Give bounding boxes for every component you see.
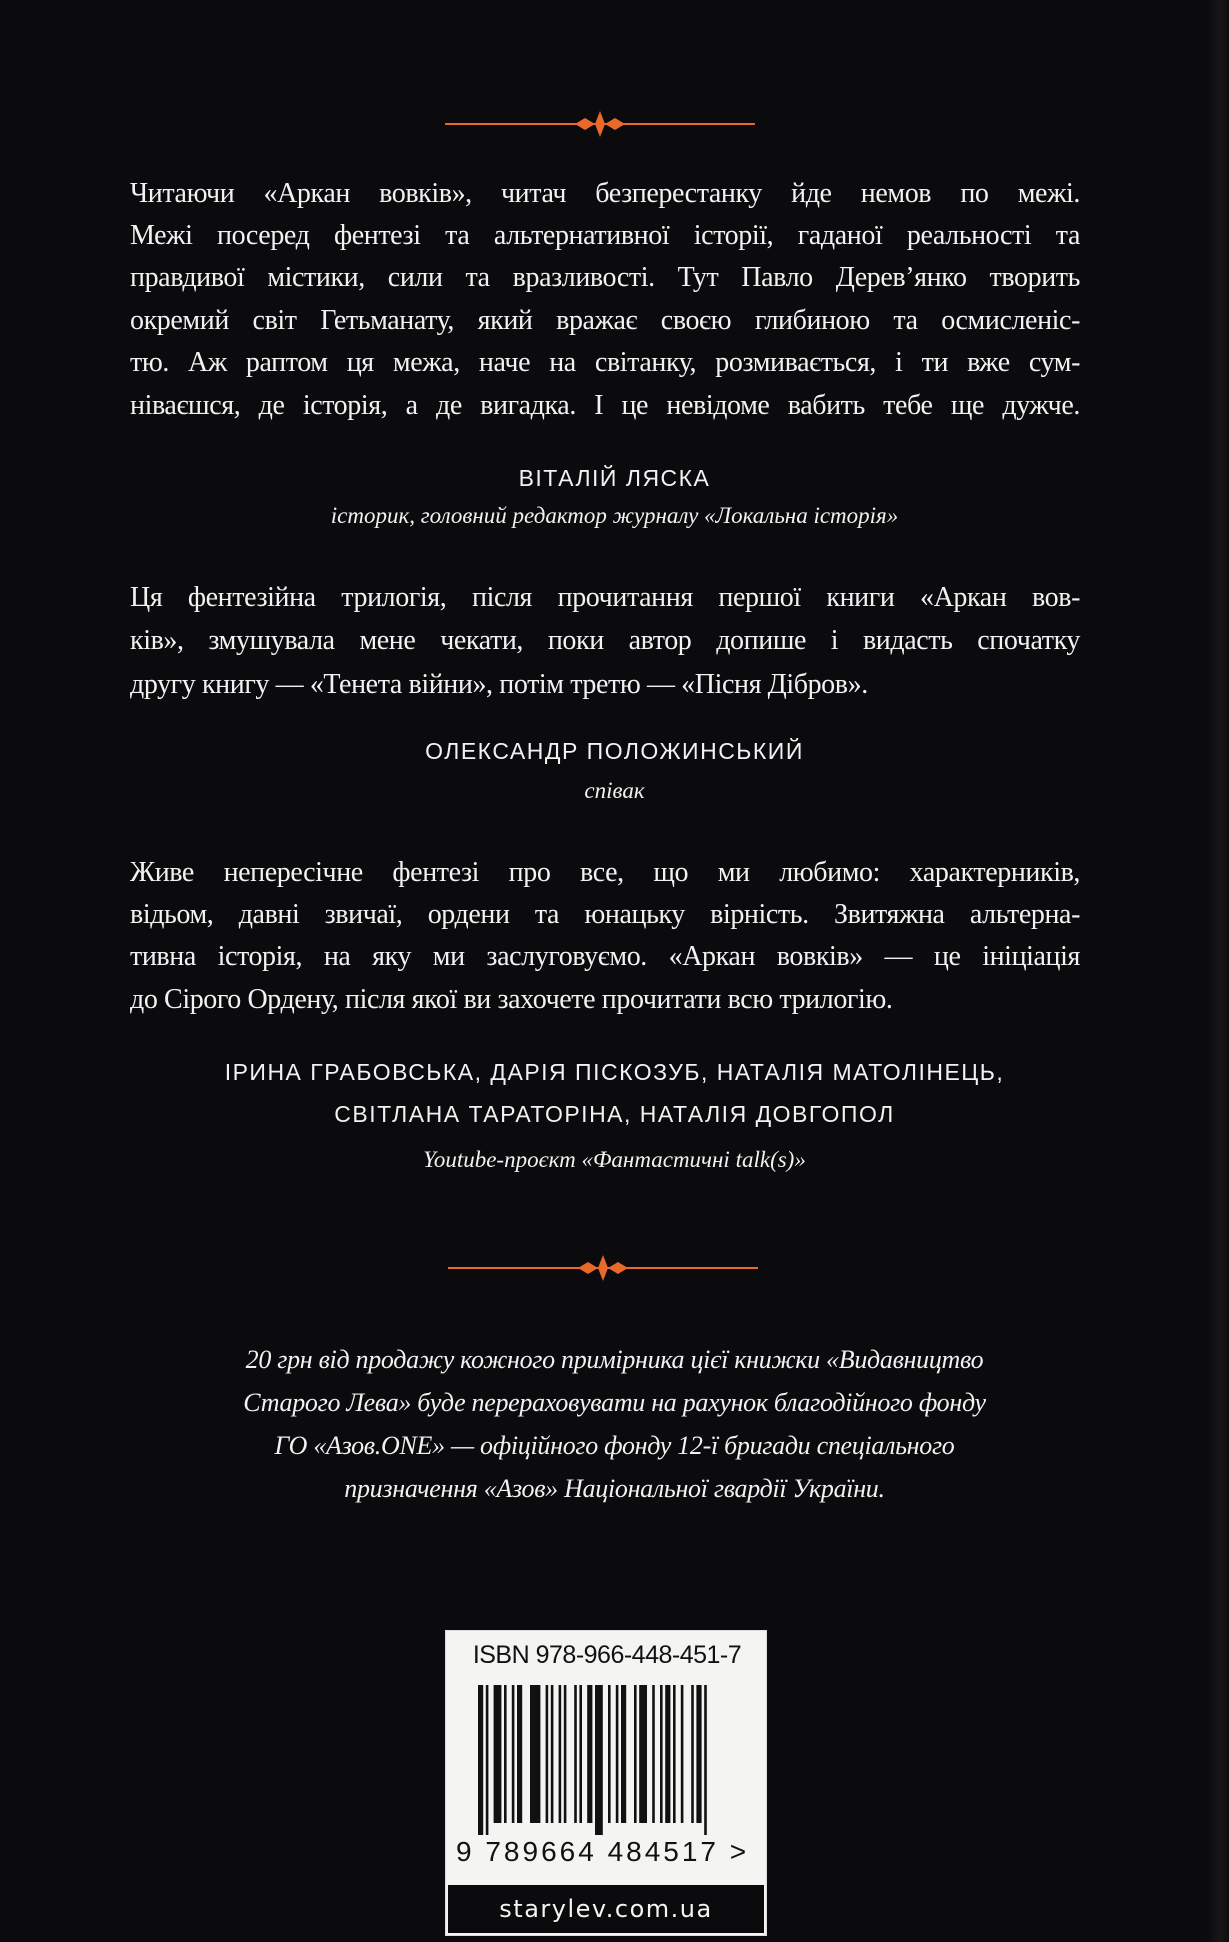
barcode-bar	[696, 1685, 701, 1823]
barcode-bar	[673, 1685, 676, 1823]
barcode-bar	[494, 1685, 502, 1823]
blurb-line: правдивої містики, сили та вразливості. Тут Павло Дерев’янко творить	[130, 262, 1080, 293]
charity-note-line: призначення «Азов» Національної гвардії України.	[344, 1474, 885, 1503]
blurb-line: тю. Аж раптом ця межа, наче на світанку, розмивається, і ти вже сум-	[130, 347, 1080, 378]
isbn-number: ISBN 978-966-448-451-7	[472, 1641, 742, 1669]
blurb-1-author: ВІТАЛІЙ ЛЯСКА	[518, 465, 711, 491]
barcode-bar	[608, 1685, 611, 1823]
barcode-bar	[595, 1685, 603, 1835]
ornament-divider-bottom	[443, 1253, 763, 1283]
charity-note-line: Старого Лева» буде перераховувати на рахунок благодійного фонду	[243, 1388, 986, 1417]
blurb-3-authors-line-1: ІРИНА ГРАБОВСЬКА, ДАРІЯ ПІСКОЗУБ, НАТАЛІЯ МАТОЛІНЕЦЬ,	[224, 1059, 1005, 1085]
blurb-line: Ця фентезійна трилогія, після прочитання першої книги «Аркан вов-	[130, 582, 1080, 613]
blurb-line: окремий світ Гетьманату, який вражає своєю глибиною та осмисленіс-	[130, 305, 1080, 336]
blurb-2-author: ОЛЕКСАНДР ПОЛОЖИНСЬКИЙ	[425, 738, 804, 764]
isbn-barcode-label	[445, 1630, 767, 1936]
barcode-bar	[652, 1685, 655, 1823]
barcode-bar	[634, 1685, 637, 1823]
blurb-line: ніваєшся, де історія, а де вигадка. І це невідоме вабить тебе ще дужче.	[130, 390, 1080, 421]
barcode-bar	[559, 1685, 562, 1823]
barcode-bar	[512, 1685, 515, 1823]
blurb-line: другу книгу — «Тенета війни», потім третю — «Пісня Дібров».	[130, 669, 868, 700]
blurb-line: Читаючи «Аркан вовків», читач безперестанку йде немов по межі.	[130, 178, 1080, 209]
blurb-1-role: історик, головний редактор журналу «Локальна історія»	[330, 503, 899, 528]
blurb-line: відьом, давні звичаї, ордени та юнацьку вірність. Звитяжна альтерна-	[130, 899, 1080, 930]
blurb-line: ків», змушувала мене чекати, поки автор допише і видасть спочатку	[130, 625, 1080, 656]
ornament-divider-top	[440, 109, 760, 139]
blurb-2-role: співак	[584, 778, 645, 803]
barcode-bar	[621, 1685, 626, 1823]
barcode-bar	[691, 1685, 694, 1823]
barcode-bars	[478, 1685, 746, 1835]
barcode-bar	[574, 1685, 577, 1823]
publisher-website: starylev.com.ua	[448, 1885, 764, 1933]
barcode-bar	[579, 1685, 582, 1823]
blurb-line: Живе непересічне фентезі про все, що ми любимо: характерників,	[130, 857, 1080, 888]
barcode-bar	[681, 1685, 684, 1823]
barcode-bar	[564, 1685, 567, 1823]
charity-note-line: ГО «Азов.ONE» — офіційного фонду 12-ї бригади спеціального	[274, 1431, 955, 1460]
barcode-digits: 9 789664 484517 >	[456, 1836, 750, 1867]
barcode-bar	[639, 1685, 647, 1823]
blurb-line: тивна історія, на яку ми заслуговуємо. «Аркан вовків» — це ініціація	[130, 941, 1080, 972]
barcode-bar	[704, 1685, 707, 1835]
blurb-line: Межі посеред фентезі та альтернативної історії, гаданої реальності та	[130, 220, 1080, 251]
barcode-bar	[665, 1685, 670, 1823]
barcode-bar	[478, 1685, 483, 1835]
barcode-bar	[504, 1685, 507, 1823]
barcode-bar	[546, 1685, 549, 1823]
charity-note-line: 20 грн від продажу кожного примірника цієї книжки «Видавництво	[245, 1345, 984, 1374]
barcode-bar	[530, 1685, 540, 1823]
blurb-line: до Сірого Ордену, після якої ви захочете прочитати всю трилогію.	[130, 984, 893, 1015]
barcode-bar	[587, 1685, 592, 1823]
barcode-bar	[660, 1685, 663, 1823]
book-spine-edge	[1207, 0, 1229, 1942]
blurb-3-role: Youtube-проєкт «Фантастичні talk(s)»	[423, 1147, 806, 1172]
barcode-bar	[517, 1685, 522, 1823]
barcode-bar	[616, 1685, 619, 1823]
blurb-3-authors-line-2: СВІТЛАНА ТАРАТОРІНА, НАТАЛІЯ ДОВГОПОЛ	[334, 1101, 895, 1127]
barcode-bar	[551, 1685, 554, 1823]
barcode-bar	[486, 1685, 489, 1835]
